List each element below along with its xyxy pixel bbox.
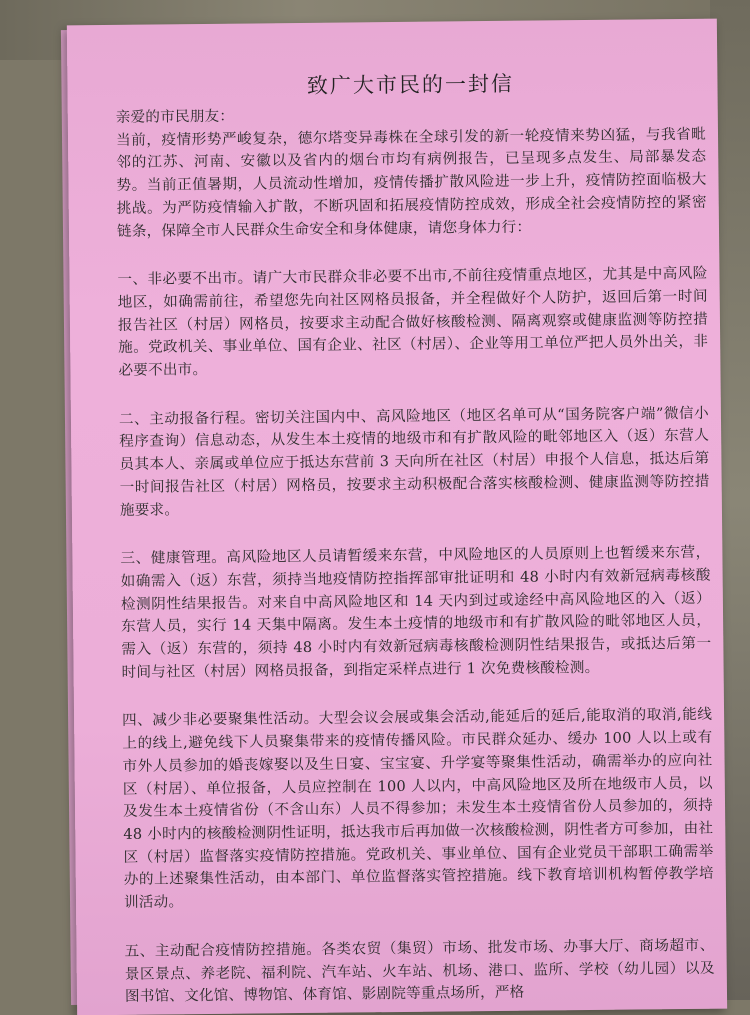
section-3	[120, 542, 711, 684]
section-2	[119, 402, 710, 522]
section-3-text: 三、健康管理。高风险地区人员请暂缓来东营，中风险地区的人员原则上也暂缓来东营，如确需入（返）东营，须持当地疫情防控指挥部审批证明和 48 小时内有效新冠病毒核酸检测阴性结果报告。对来自中高风险地区和 14 天内到过或途经中高风险地区的入（返）东营人员，实行 14 天集中隔离。发生本土疫情的地级市和有扩散风险的毗邻地区人员，需入（返）东营的，须持 48 小时内有效新冠病毒核酸检测阴性结果报告，或抵达后第一时间与社区（村居）网格员报备，到指定采样点进行 1 次免费核酸检测。	[120, 543, 712, 681]
section-4	[122, 704, 714, 914]
letter-intro: 当前，疫情形势严峻复杂，德尔塔变异毒株在全球引发的新一轮疫情来势凶猛，与我省毗邻的江苏、河南、安徽以及省内的烟台市均有病例报告，已呈现多点发生、局部暴发态势。当前正值暑期，人员流动性增加，疫情传播扩散风险进一步上升，疫情防控面临极大挑战。为严防疫情输入扩散，不断巩固和拓展疫情防控成效，形成全社会疫情防控的紧密链条，保障全市人民群众生命安全和身体健康，请您身体力行：	[115, 125, 707, 240]
letter-greeting: 亲爱的市民朋友：	[115, 107, 235, 126]
letter-body	[115, 69, 715, 1015]
letter-page	[67, 19, 727, 1015]
section-4-text: 四、减少非必要聚集性活动。大型会议会展或集会活动,能延后的延后,能取消的取消,能线上的线上,避免线下人员聚集带来的疫情传播风险。市民群众延办、缓办 100 人以上或有市外人员参加的婚丧嫁娶以及生日宴、宝宝宴、升学宴等聚集性活动，确需举办的应向社区（村居）、单位报备，人员应控制在 100 人以内，中高风险地区及所在地级市人员，以及发生本土疫情省份（不含山东）人员不得参加；未发生本土疫情省份人员参加的，须持 48 小时内的核酸检测阴性证明，抵达我市后再加做一次核酸检测，阴性者方可参加，由社区（村居）监督落实疫情防控措施。党政机关、事业单位、国有企业党员干部职工确需举办的上述聚集性活动，由本部门、单位监督落实管控措施。线下教育培训机构暂停教学培训活动。	[122, 706, 714, 911]
letter-title: 致广大市民的一封信	[306, 71, 515, 98]
section-5	[124, 934, 715, 1008]
section-5-text: 五、主动配合疫情防控措施。各类农贸（集贸）市场、批发市场、办事大厅、商场超市、景区景点、养老院、福利院、汽车站、火车站、机场、港口、监所、学校（幼儿园）以及图书馆、文化馆、博物馆、体育馆、影剧院等重点场所，严格	[124, 936, 715, 1006]
section-2-text: 二、主动报备行程。密切关注国内中、高风险地区（地区名单可从“国务院客户端”微信小程序查询）信息动态，从发生本土疫情的地级市和有扩散风险的毗邻地区入（返）东营人员其本人、亲属或单位应于抵达东营前 3 天向所在社区（村居）申报个人信息，抵达后第一时间报告社区（村居）网格员，按要求主动积极配合落实核酸检测、健康监测等防控措施要求。	[118, 404, 710, 519]
section-1	[117, 263, 708, 383]
section-1-text: 一、非必要不出市。请广大市民群众非必要不出市,不前往疫情重点地区，尤其是中高风险地区，如确需前往，希望您先向社区网格员报备，并全程做好个人防护，返回后第一时间报告社区（村居）网格员，按要求主动配合做好核酸检测、隔离观察或健康监测等防控措施。党政机关、事业单位、国有企业、社区（村居）、企业等用工单位严把人员外出关，非必要不出市。	[117, 264, 709, 379]
